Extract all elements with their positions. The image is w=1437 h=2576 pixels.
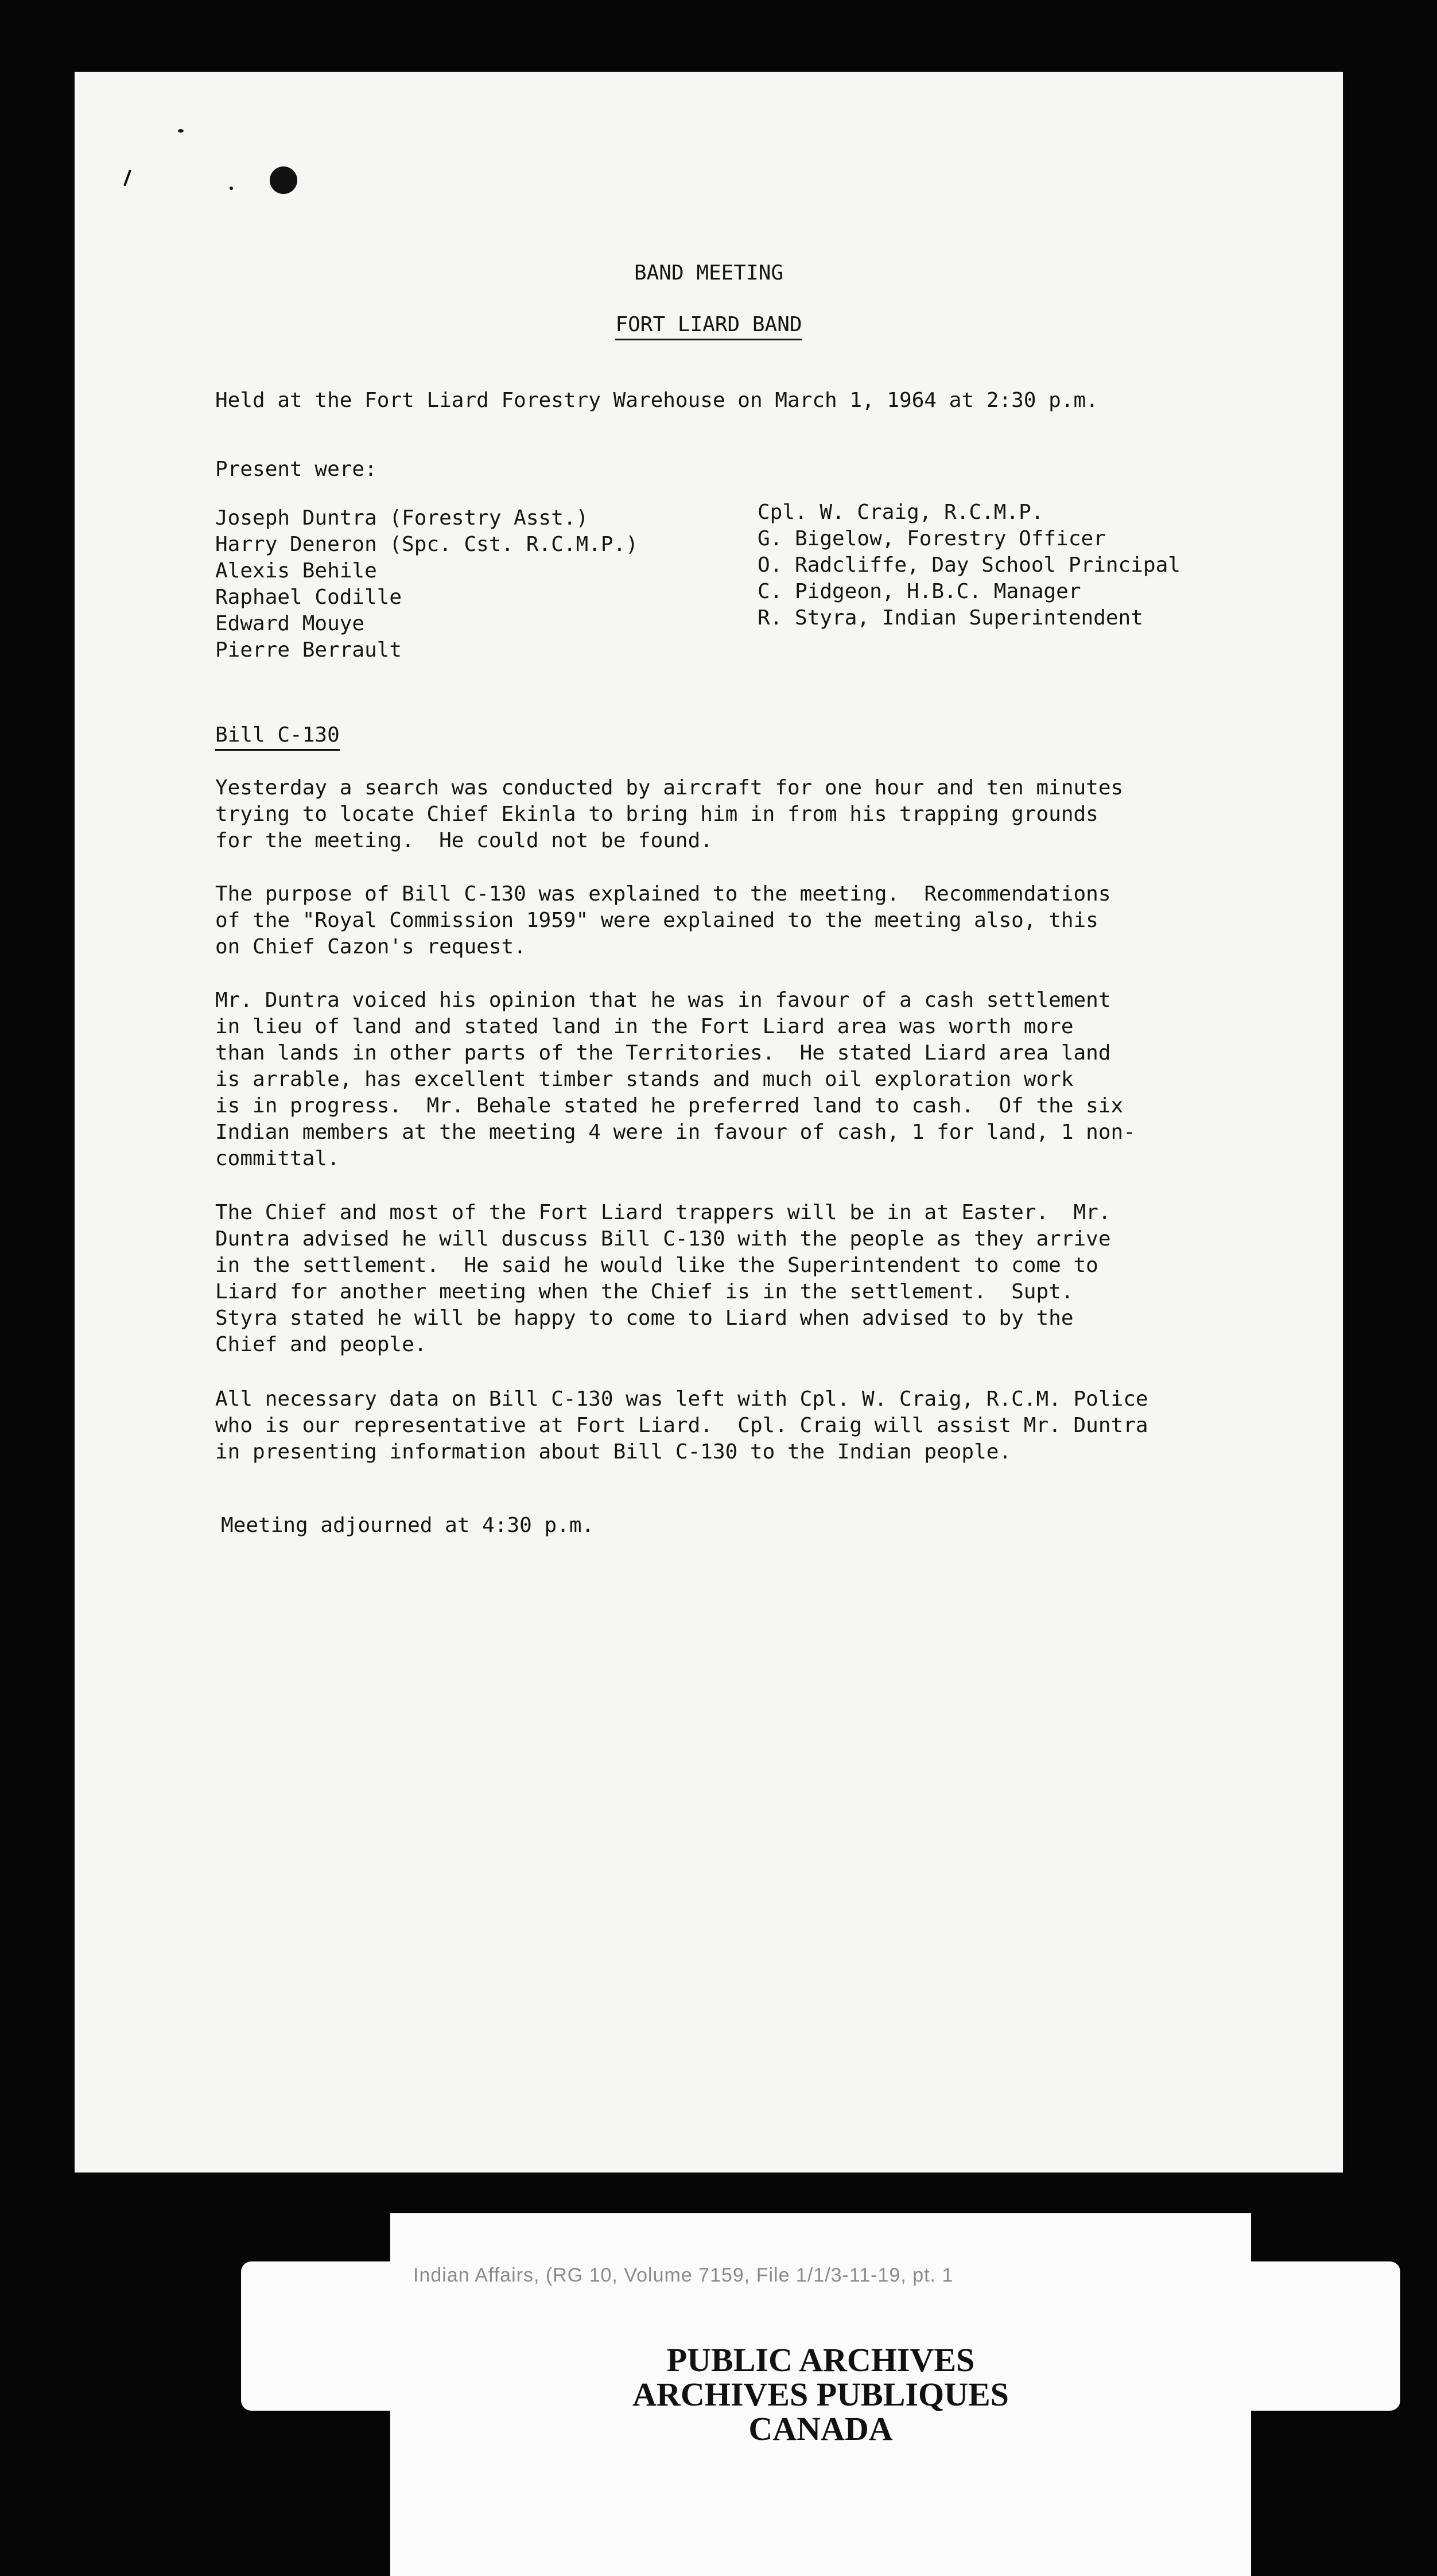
paragraph: Mr. Duntra voiced his opinion that he was in favour of a cash settlement in lieu of land and stated land in the Fort Liard area was worth more than lands in other parts of the Territories. He stated Liard area land is arrable, has excellent timber stands and much oil exploration work is in progress. Mr. Behale stated he preferred land to cash. Of the six Indian members at the meeting 4 were in favour of cash, 1 for land, 1 non- committal. (215, 988, 1136, 1170)
paragraph: All necessary data on Bill C-130 was left with Cpl. W. Craig, R.C.M. Police who is our representative at Fort Liard. Cpl. Craig will assist Mr. Duntra in presenting information about Bill C-130 to the Indian people. (215, 1387, 1148, 1464)
ink-speck (270, 166, 297, 194)
attendee: R. Styra, Indian Superintendent (758, 606, 1143, 630)
document-page (75, 72, 1343, 2172)
archive-label-tab (241, 2261, 413, 2411)
paragraph: Yesterday a search was conducted by aircraft for one hour and ten minutes trying to locate Chief Ekinla to bring him in from his trapping grounds for the meeting. He could not be found. (215, 776, 1124, 852)
paragraph: The Chief and most of the Fort Liard trappers will be in at Easter. Mr. Duntra advised he will duscuss Bill C-130 with the people as they arrive in the settlement. He said he would like the Superintendent to come to Liard for another meeting when the Chief is in the settlement. Supt. Styra stated he will be happy to come to Liard when advised to by the Chief and people. (215, 1201, 1111, 1356)
present-label: Present were: (215, 457, 377, 481)
archive-reference: Indian Affairs, (RG 10, Volume 7159, File 1/1/3-11-19, pt. 1 (413, 2264, 954, 2286)
attendee: Cpl. W. Craig, R.C.M.P. (758, 501, 1044, 524)
archive-label-tab (1228, 2261, 1400, 2411)
section-title: Bill C-130 (215, 723, 340, 751)
paragraph: The purpose of Bill C-130 was explained to the meeting. Recommendations of the "Royal Commission 1959" were explained to the meeting also, this on Chief Cazon's request. (215, 882, 1111, 959)
attendee: C. Pidgeon, H.B.C. Manager (758, 580, 1081, 603)
meeting-location-line: Held at the Fort Liard Forestry Warehouse on March 1, 1964 at 2:30 p.m. (215, 389, 1098, 412)
attendee: O. Radcliffe, Day School Principal (758, 553, 1180, 577)
attendee: G. Bigelow, Forestry Officer (758, 527, 1106, 550)
document-subtitle: FORT LIARD BAND (615, 313, 802, 340)
attendees-left-column (215, 505, 638, 664)
archive-name-line: CANADA (748, 2410, 893, 2447)
ink-speck (178, 129, 184, 133)
document-title: BAND MEETING (634, 261, 784, 285)
archive-name-line: ARCHIVES PUBLIQUES (632, 2376, 1009, 2413)
attendees-right-column (758, 499, 1180, 631)
ink-speck (230, 187, 233, 190)
archive-name-line: PUBLIC ARCHIVES (666, 2341, 975, 2379)
closing-line: Meeting adjourned at 4:30 p.m. (221, 1514, 595, 1537)
attendee: Raphael Codille (215, 585, 402, 609)
attendee: Harry Deneron (Spc. Cst. R.C.M.P.) (215, 533, 638, 556)
attendee: Joseph Duntra (Forestry Asst.) (215, 506, 589, 530)
ink-speck (123, 169, 131, 187)
attendee: Alexis Behile (215, 559, 377, 583)
attendee: Edward Mouye (215, 612, 365, 635)
attendee: Pierre Berrault (215, 638, 402, 662)
